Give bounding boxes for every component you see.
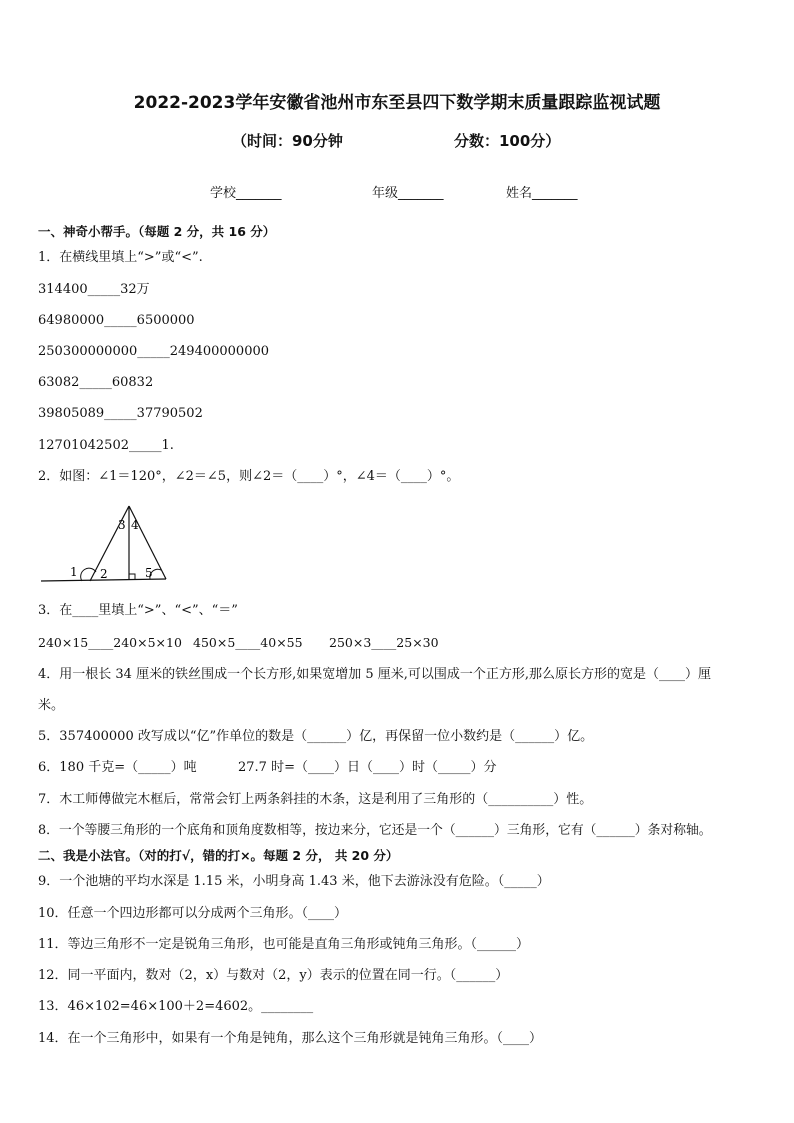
question-14: 14．在一个三角形中，如果有一个角是钝角，那么这个三角形就是钝角三角形。（____） (38, 1031, 543, 1046)
question-10: 10．任意一个四边形都可以分成两个三角形。（____） (38, 906, 348, 921)
angle-label: 1 (70, 565, 78, 579)
question-6-part-a: 6．180 千克=（_____）吨 (38, 760, 197, 775)
question-8: 8．一个等腰三角形的一个底角和顶角度数相等，按边来分，它还是一个（______）三角形，它有（______）条对称轴。 (38, 823, 712, 838)
q1-item: 250300000000_____249400000000 (38, 344, 270, 359)
q1-item: 64980000_____6500000 (38, 313, 195, 328)
q3-item: 250×3____25×30 (329, 635, 439, 650)
question-3-stem: 3．在____里填上“>”、“<”、“＝” (38, 603, 238, 618)
question-1-stem: 1．在横线里填上“>”或“<”. (38, 250, 203, 265)
question-7: 7．木工师傅做完木框后，常常会钉上两条斜挂的木条，这是利用了三角形的（__________）性。 (38, 792, 593, 807)
q3-item: 240×15____240×5×10 (38, 635, 182, 650)
question-4: 4．用一根长 34 厘米的铁丝围成一个长方形,如果宽增加 5 厘米,可以围成一个正方形,那么原长方形的宽是（____）厘 (38, 667, 712, 682)
triangle-figure (38, 498, 178, 588)
school-field: 学校_______ (210, 186, 282, 201)
question-5: 5．357400000 改写成以“亿”作单位的数是（______）亿，再保留一位小数约是（______）亿。 (38, 729, 594, 744)
q1-item: 63082_____60832 (38, 375, 154, 390)
angle-label: 2 (100, 567, 108, 581)
question-9: 9．一个池塘的平均水深是 1.15 米，小明身高 1.43 米，他下去游泳没有危险。（_____） (38, 874, 550, 889)
page-title: 2022-2023学年安徽省池州市东至县四下数学期末质量跟踪监视试题 (133, 93, 661, 113)
q1-item: 314400_____32万 (38, 282, 150, 297)
question-12: 12．同一平面内，数对（2，x）与数对（2，y）表示的位置在同一行。（______） (38, 968, 509, 983)
section-2-heading: 二、我是小法官。（对的打√，错的打×。每题 2 分， 共 20 分） (38, 848, 399, 863)
q1-item: 12701042502_____1. (38, 438, 174, 453)
grade-field: 年级_______ (372, 186, 444, 201)
question-2: 2．如图：∠1＝120°，∠2＝∠5，则∠2＝（____）°，∠4＝（____）°。 (38, 469, 460, 484)
q3-item: 450×5____40×55 (193, 635, 303, 650)
question-13: 13．46×102=46×100＋2=4602。________ (38, 999, 314, 1014)
question-4-continued: 米。 (38, 698, 65, 713)
angle-label: 4 (131, 518, 139, 532)
question-11: 11．等边三角形不一定是锐角三角形，也可能是直角三角形或钝角三角形。（______） (38, 937, 530, 952)
name-field: 姓名_______ (506, 186, 578, 201)
time-limit: （时间：90分钟 (232, 132, 343, 150)
q1-item: 39805089_____37790502 (38, 406, 203, 421)
angle-label: 3 (118, 518, 126, 532)
total-score: 分数：100分） (454, 132, 561, 150)
section-1-heading: 一、神奇小帮手。（每题 2 分，共 16 分） (38, 224, 276, 239)
angle-label: 5 (145, 566, 153, 580)
question-6-part-b: 27.7 时=（____）日（____）时（_____）分 (238, 760, 497, 775)
